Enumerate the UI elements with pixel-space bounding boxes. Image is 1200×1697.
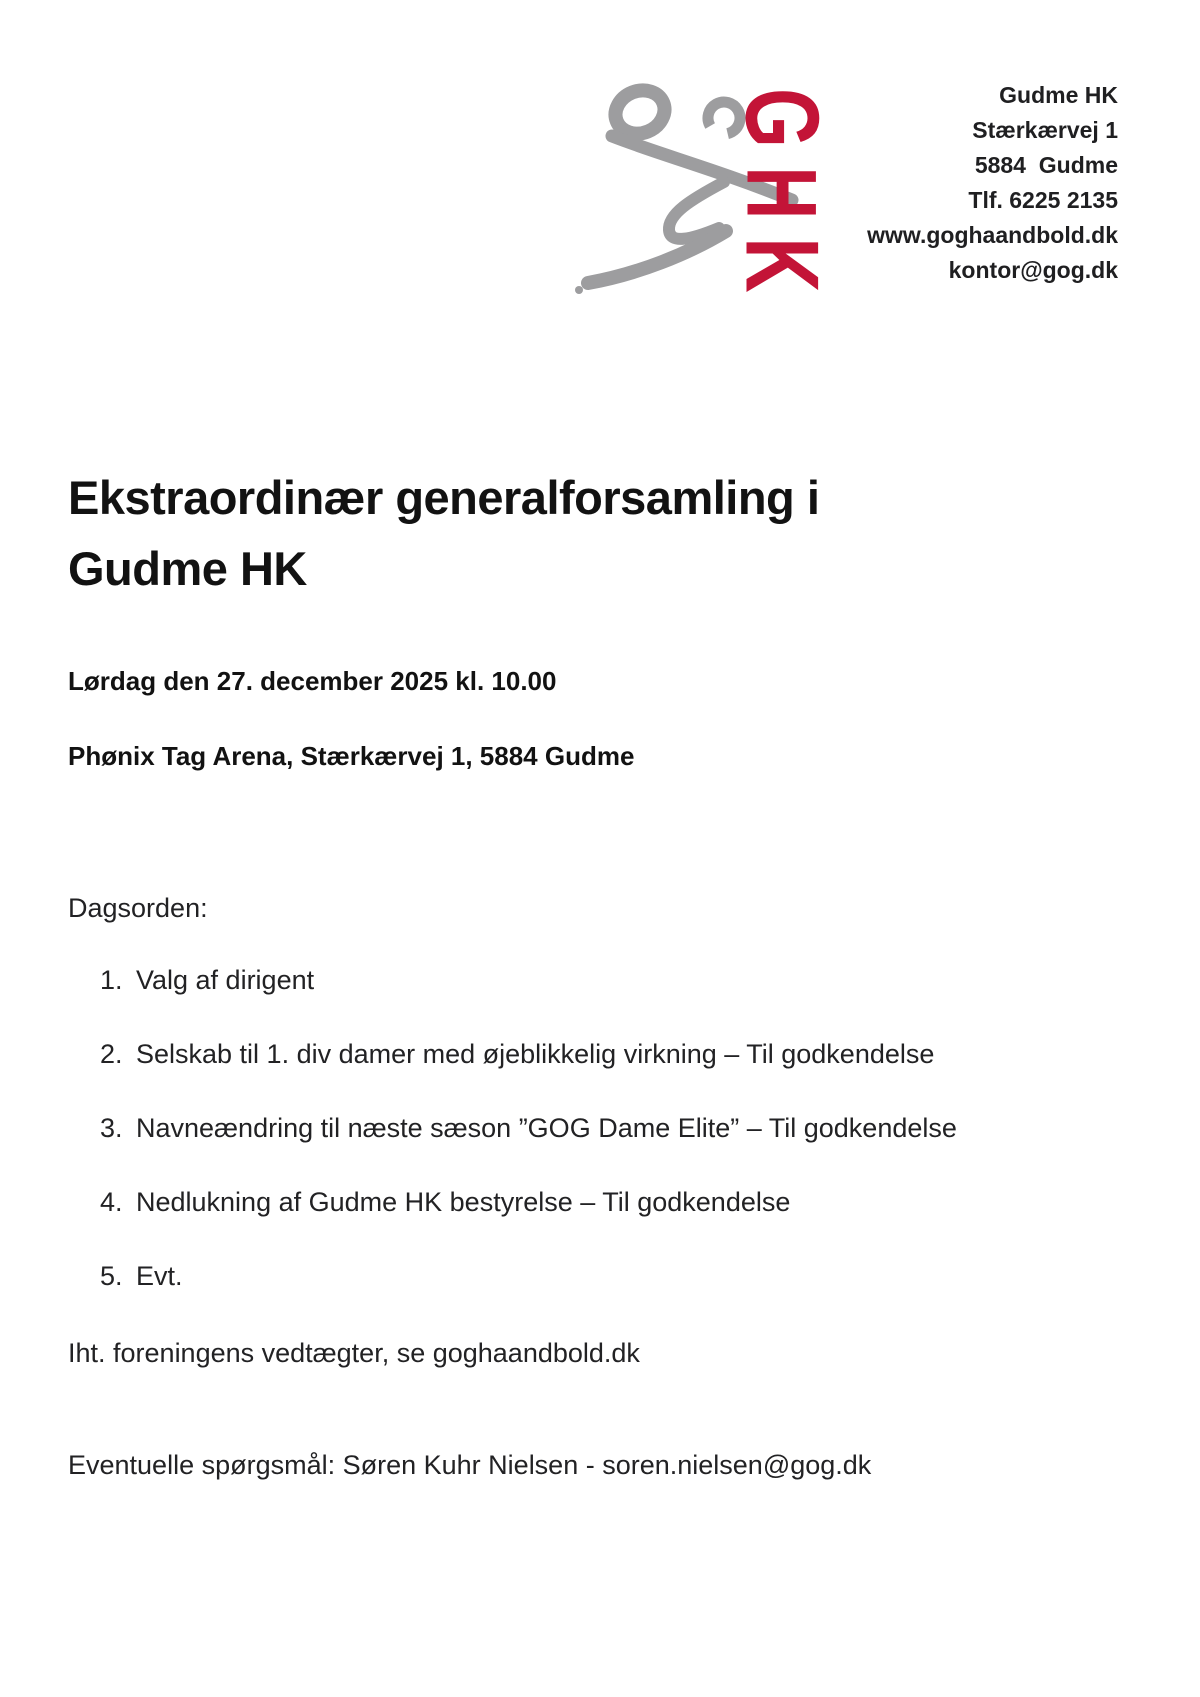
agenda-item-number: 5. bbox=[100, 1261, 123, 1291]
agenda-item-text: Evt. bbox=[136, 1261, 183, 1291]
street-address: Stærkærvej 1 bbox=[972, 117, 1118, 143]
agenda-item-5 bbox=[100, 1262, 1140, 1290]
contact-block bbox=[867, 78, 1118, 288]
postal-city: 5884 Gudme bbox=[974, 152, 1118, 178]
page-title-line2: Gudme HK bbox=[68, 542, 307, 595]
agenda-item-1 bbox=[100, 966, 1140, 994]
logo-letter-g: G bbox=[723, 88, 840, 148]
agenda-item-4 bbox=[100, 1188, 1140, 1216]
website-url: www.goghaandbold.dk bbox=[867, 222, 1118, 248]
bylaws-note: Iht. foreningens vedtægter, se goghaandbold.dk bbox=[68, 1338, 640, 1368]
questions-note: Eventuelle spørgsmål: Søren Kuhr Nielsen - soren.nielsen@gog.dk bbox=[68, 1450, 872, 1480]
agenda-item-text: Selskab til 1. div damer med øjeblikkelig virkning – Til godkendelse bbox=[136, 1039, 935, 1069]
agenda-item-text: Navneændring til næste sæson ”GOG Dame Elite” – Til godkendelse bbox=[136, 1113, 957, 1143]
agenda-list bbox=[100, 966, 1140, 1336]
agenda-item-2 bbox=[100, 1040, 1140, 1068]
agenda-item-number: 3. bbox=[100, 1113, 123, 1143]
email-address: kontor@gog.dk bbox=[948, 257, 1118, 283]
agenda-item-3 bbox=[100, 1114, 1140, 1142]
logo-letter-h: H bbox=[725, 166, 837, 220]
logo-letter-k: K bbox=[723, 237, 840, 293]
agenda-item-number: 4. bbox=[100, 1187, 123, 1217]
page-title-line1: Ekstraordinær generalforsamling i bbox=[68, 471, 820, 524]
agenda-item-text: Nedlukning af Gudme HK bestyrelse – Til godkendelse bbox=[136, 1187, 791, 1217]
agenda-item-number: 1. bbox=[100, 965, 123, 995]
event-venue: Phønix Tag Arena, Stærkærvej 1, 5884 Gudme bbox=[68, 741, 635, 771]
club-name: Gudme HK bbox=[999, 82, 1118, 108]
agenda-heading: Dagsorden: bbox=[68, 893, 208, 923]
phone-number: Tlf. 6225 2135 bbox=[968, 187, 1118, 213]
agenda-item-text: Valg af dirigent bbox=[136, 965, 315, 995]
agenda-item-number: 2. bbox=[100, 1039, 123, 1069]
event-datetime: Lørdag den 27. december 2025 kl. 10.00 bbox=[68, 666, 557, 696]
page-title bbox=[68, 462, 819, 604]
